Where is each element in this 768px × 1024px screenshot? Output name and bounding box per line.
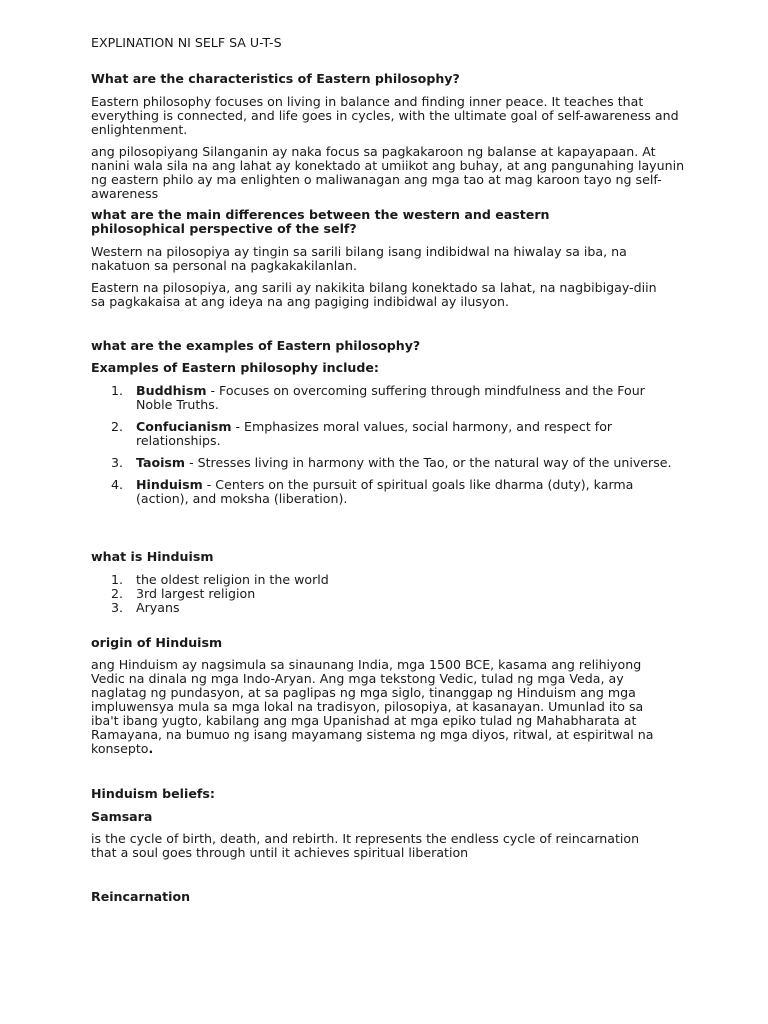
list-item: [91, 384, 681, 412]
paragraph-eastern-filipino: ang pilosopiyang Silanganin ay naka focus sa pagkakaroon ng balanse at kapayapaan. At nanini wala sila na ang lahat ay konektado at umiikot ang buhay, at ang pangunahing layunin ng eastern philo ay ma enlighten o maliwanagan ang mga tao at mag karoon tayo ng self-awareness: [91, 144, 685, 201]
question-origin: origin of Hinduism: [91, 635, 223, 650]
example-name: Taoism: [136, 455, 186, 470]
example-description: - Centers on the pursuit of spiritual goals like dharma (duty), karma (action), and moksha (liberation).: [136, 477, 634, 506]
list-item-text: 3rd largest religion: [136, 586, 256, 601]
list-number: 4.: [111, 477, 124, 492]
example-description: - Stresses living in harmony with the Tao, or the natural way of the universe.: [185, 455, 672, 470]
list-number: 1.: [111, 572, 124, 587]
paragraph-western: Western na pilosopiya ay tingin sa sarili bilang isang indibidwal na hiwalay sa iba, na nakatuon sa personal na pagkakakilanlan.: [91, 244, 627, 273]
heading-samsara: Samsara: [91, 809, 153, 824]
list-item-text: the oldest religion in the world: [136, 572, 329, 587]
list-item: [91, 601, 691, 615]
heading-beliefs: Hinduism beliefs:: [91, 786, 215, 801]
list-item-text: Aryans: [136, 600, 180, 615]
example-description: - Emphasizes moral values, social harmony, and respect for relationships.: [136, 419, 613, 448]
list-number: 3.: [111, 455, 124, 470]
paragraph-origin-text: ang Hinduism ay nagsimula sa sinaunang India, mga 1500 BCE, kasama ang relihiyong Vedic na dinala ng mga Indo-Aryan. Ang mga tekstong Vedic, tulad ng mga Veda, ay naglatag ng pundasyon, at sa paglipas ng mga siglo, tinanggap ng Hinduism ang mga impluwensya mula sa mga lokal na tradisyon, pilosopiya, at kasanayan. Umunlad ito sa iba't ibang yugto, kabilang ang mga Upanishad at mga epiko tulad ng Mahabharata at Ramayana, na bumuo ng isang mayamang sistema ng mga diyos, ritwal, at espiritwal na konsepto: [91, 657, 654, 756]
list-item: [91, 478, 681, 506]
list-item: [91, 456, 681, 470]
paragraph-eastern-self: Eastern na pilosopiya, ang sarili ay nakikita bilang konektado sa lahat, na nagbibigay-diin sa pagkakaisa at ang ideya na ang pagiging indibidwal ay ilusyon.: [91, 280, 657, 309]
paragraph-eastern-english: Eastern philosophy focuses on living in balance and finding inner peace. It teaches that everything is connected, and life goes in cycles, with the ultimate goal of self-awareness and enlightenment.: [91, 94, 679, 137]
hinduism-list: [91, 573, 691, 615]
question-eastern-characteristics: What are the characteristics of Eastern philosophy?: [91, 71, 460, 86]
heading-reincarnation: Reincarnation: [91, 889, 191, 904]
question-what-is-hinduism: what is Hinduism: [91, 549, 214, 564]
example-name: Hinduism: [136, 477, 203, 492]
paragraph-origin-period: .: [148, 741, 154, 756]
example-name: Buddhism: [136, 383, 207, 398]
list-item: [91, 573, 691, 587]
question-differences: what are the main differences between the western and eastern philosophical perspective of the self?: [91, 207, 550, 236]
document-header: EXPLINATION NI SELF SA U-T-S: [91, 35, 282, 50]
list-number: 2.: [111, 419, 124, 434]
example-name: Confucianism: [136, 419, 232, 434]
paragraph-origin: [91, 658, 671, 756]
examples-list: [91, 384, 681, 514]
list-number: 3.: [111, 600, 124, 615]
paragraph-samsara: is the cycle of birth, death, and rebirth. It represents the endless cycle of reincarnation that a soul goes through until it achieves spiritual liberation: [91, 831, 640, 860]
list-item: [91, 587, 691, 601]
example-description: - Focuses on overcoming suffering through mindfulness and the Four Noble Truths.: [136, 383, 645, 412]
list-number: 1.: [111, 383, 124, 398]
examples-intro: Examples of Eastern philosophy include:: [91, 360, 379, 375]
question-examples: what are the examples of Eastern philosophy?: [91, 338, 421, 353]
list-item: [91, 420, 681, 448]
list-number: 2.: [111, 586, 124, 601]
